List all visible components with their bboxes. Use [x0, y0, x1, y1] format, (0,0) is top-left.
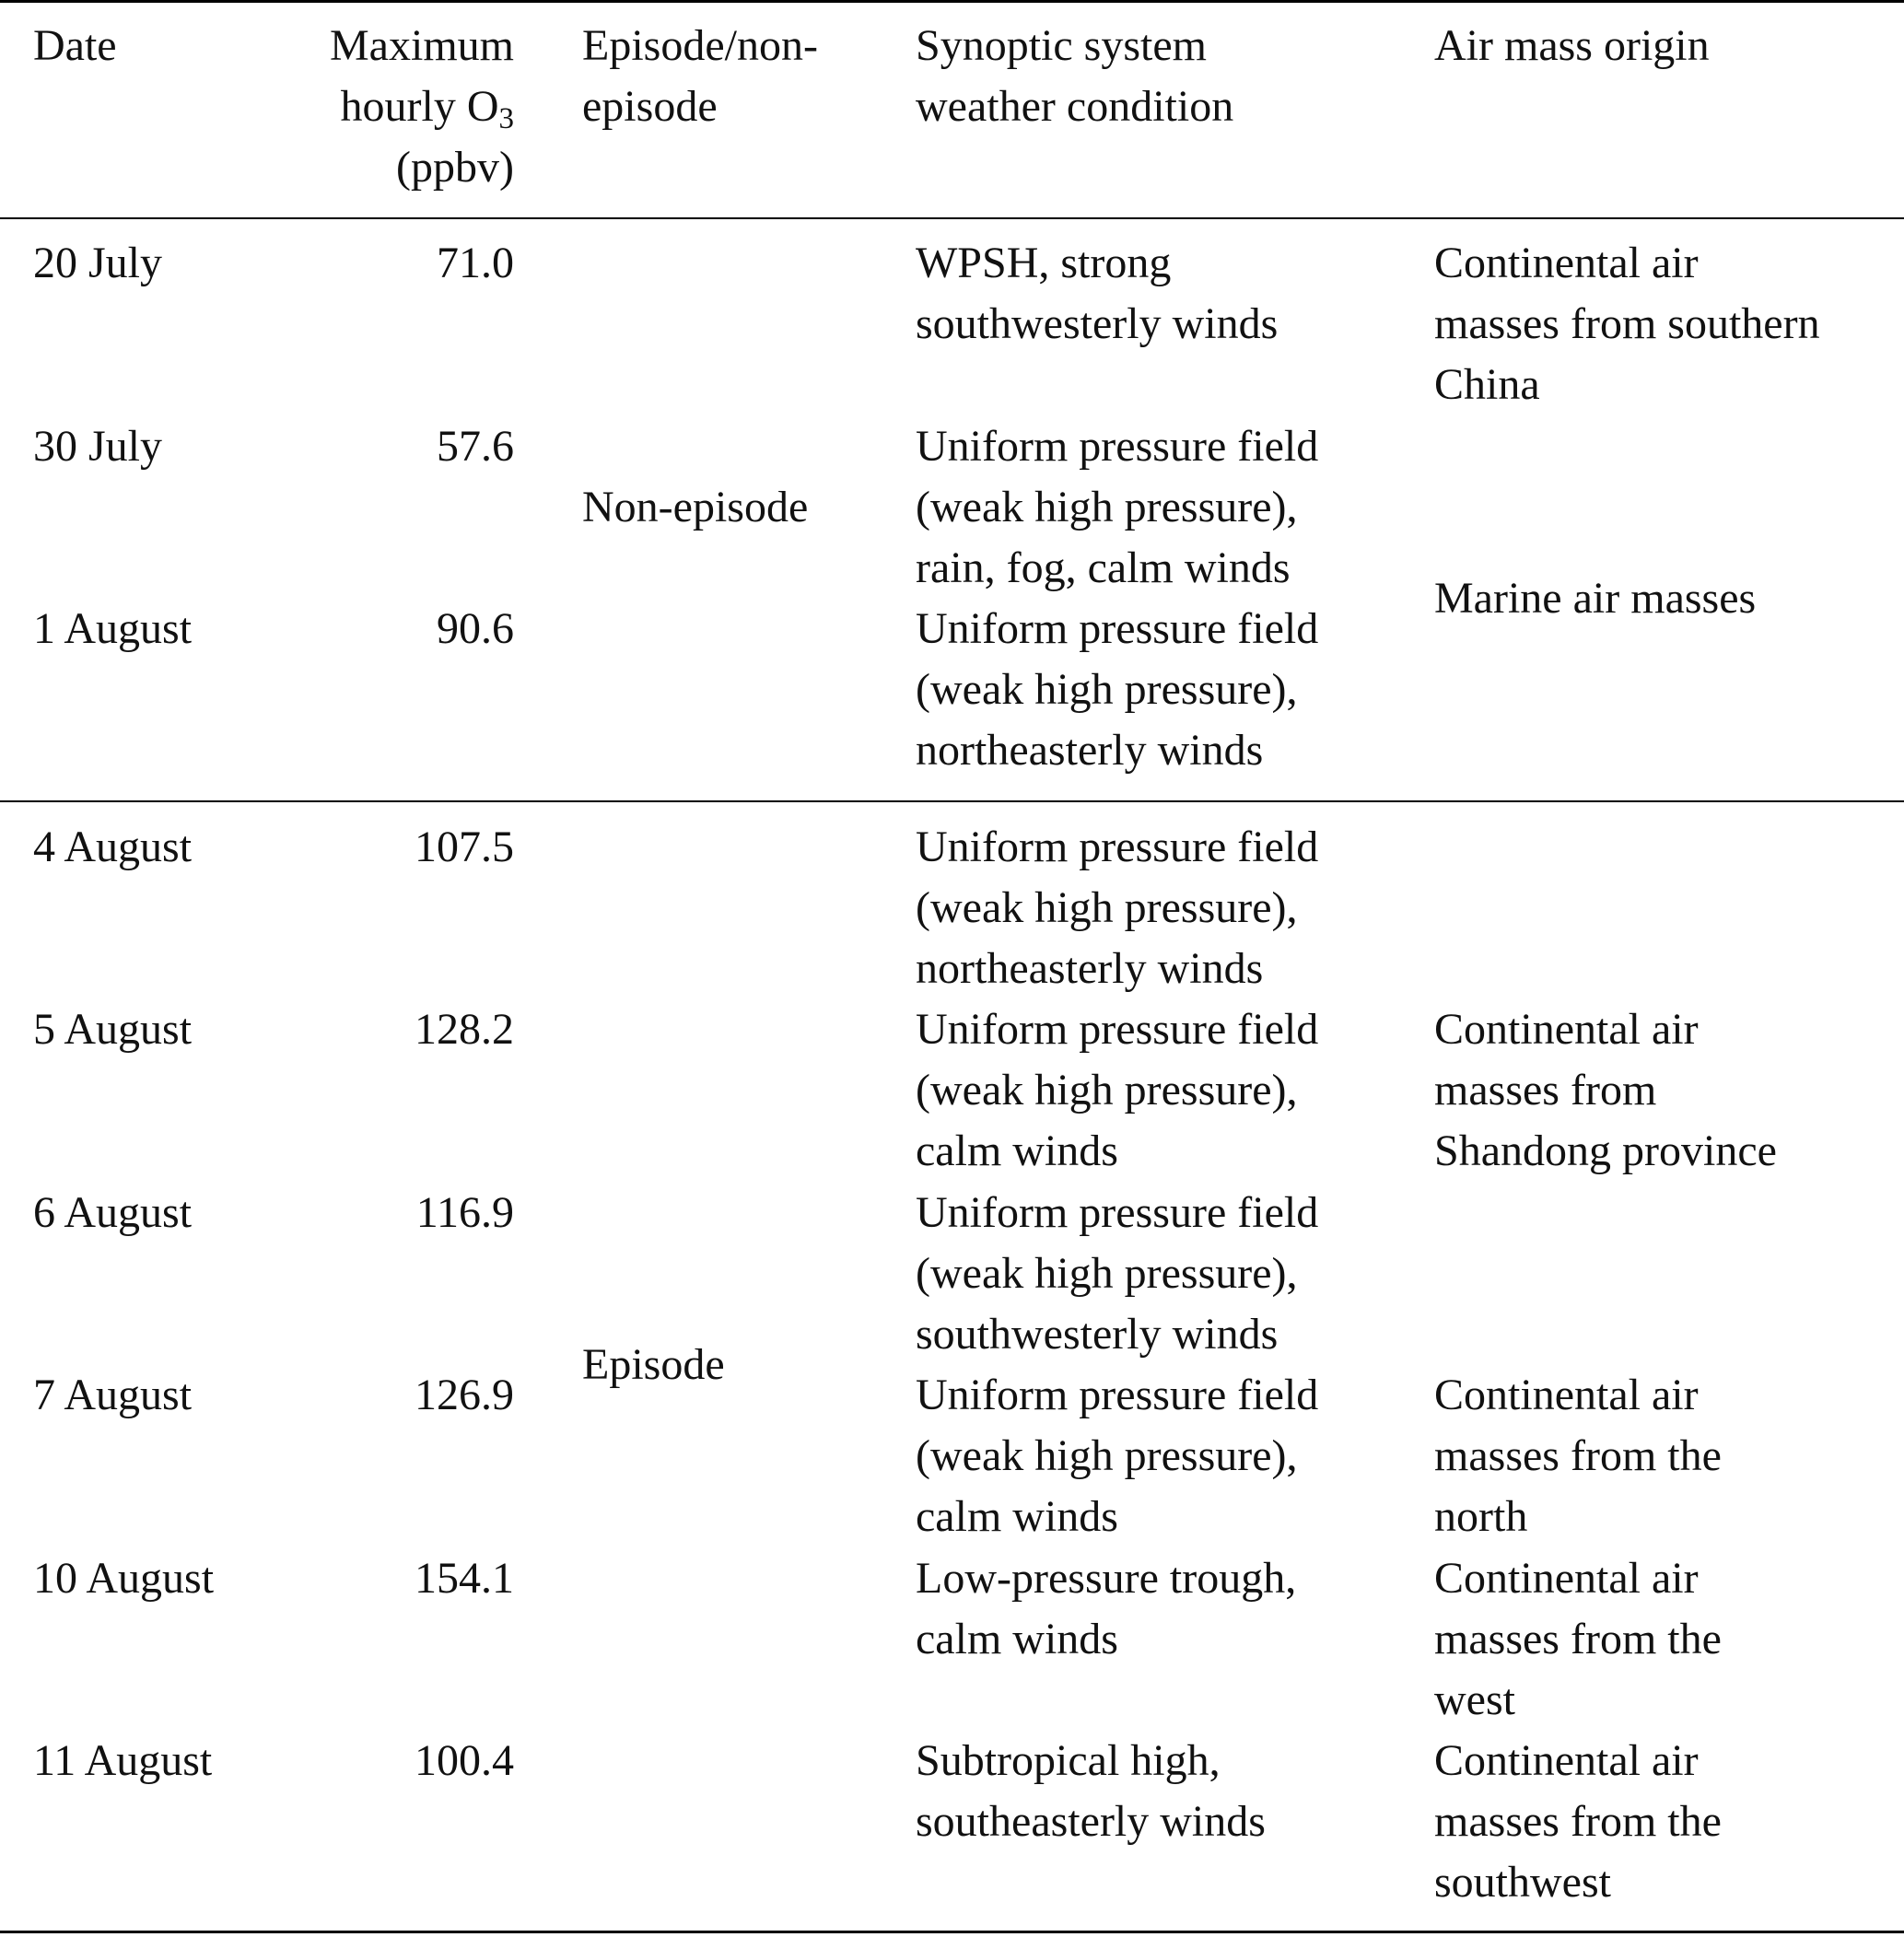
cell-max-o3: 71.0: [437, 239, 514, 287]
cell-max-o3: 57.6: [437, 422, 514, 471]
cell-air-mass: Continental air masses from Shandong province: [1434, 1005, 1777, 1175]
header-synoptic: Synoptic system weather condition: [916, 21, 1234, 131]
cell-air-mass: Continental air masses from southern China: [1434, 239, 1820, 409]
cell-date: 6 August: [33, 1188, 193, 1237]
cell-date: 5 August: [33, 1005, 193, 1054]
cell-date: 7 August: [33, 1371, 193, 1419]
bottom-rule: [0, 1931, 1904, 1933]
cell-air-mass: Continental air masses from the north: [1434, 1371, 1722, 1541]
cell-synoptic: Subtropical high, southeasterly winds: [916, 1736, 1266, 1846]
cell-max-o3: 128.2: [415, 1005, 514, 1054]
cell-air-mass: Marine air masses: [1434, 574, 1757, 623]
header-air-mass: Air mass origin: [1434, 21, 1710, 70]
cell-synoptic: Uniform pressure field (weak high pressure), calm winds: [916, 1371, 1319, 1541]
header-max-o3: Maximum hourly $O_3$ (ppbv): [330, 21, 514, 192]
cell-air-mass: Continental air masses from the west: [1434, 1554, 1722, 1724]
header-episode: Episode/non- episode: [582, 21, 818, 131]
cell-synoptic: Uniform pressure field (weak high pressure), rain, fog, calm winds: [916, 422, 1319, 592]
cell-max-o3: 126.9: [415, 1371, 514, 1419]
cell-synoptic: Uniform pressure field (weak high pressure), southwesterly winds: [916, 1188, 1319, 1359]
cell-air-mass: Continental air masses from the southwest: [1434, 1736, 1722, 1907]
cell-max-o3: 116.9: [415, 1188, 514, 1237]
cell-date: 30 July: [33, 422, 163, 471]
cell-max-o3: 90.6: [437, 604, 514, 653]
cell-synoptic: Low-pressure trough, calm winds: [916, 1554, 1297, 1663]
group-episode: Episode: [582, 1340, 725, 1389]
cell-synoptic: WPSH, strong southwesterly winds: [916, 239, 1279, 348]
header-rule: [0, 217, 1904, 219]
cell-synoptic: Uniform pressure field (weak high pressure), calm winds: [916, 1005, 1319, 1175]
cell-max-o3: 154.1: [415, 1554, 514, 1603]
cell-date: 20 July: [33, 239, 163, 287]
cell-max-o3: 100.4: [415, 1736, 514, 1785]
top-rule: [0, 0, 1904, 3]
header-date: Date: [33, 21, 117, 70]
cell-date: 11 August: [33, 1736, 213, 1785]
cell-date: 4 August: [33, 823, 193, 871]
group-divider-rule: [0, 800, 1904, 802]
cell-max-o3: 107.5: [415, 823, 514, 871]
cell-synoptic: Uniform pressure field (weak high pressure), northeasterly winds: [916, 604, 1319, 775]
cell-synoptic: Uniform pressure field (weak high pressure), northeasterly winds: [916, 823, 1319, 993]
group-non-episode: Non-episode: [582, 483, 809, 531]
cell-date: 10 August: [33, 1554, 215, 1603]
cell-date: 1 August: [33, 604, 193, 653]
